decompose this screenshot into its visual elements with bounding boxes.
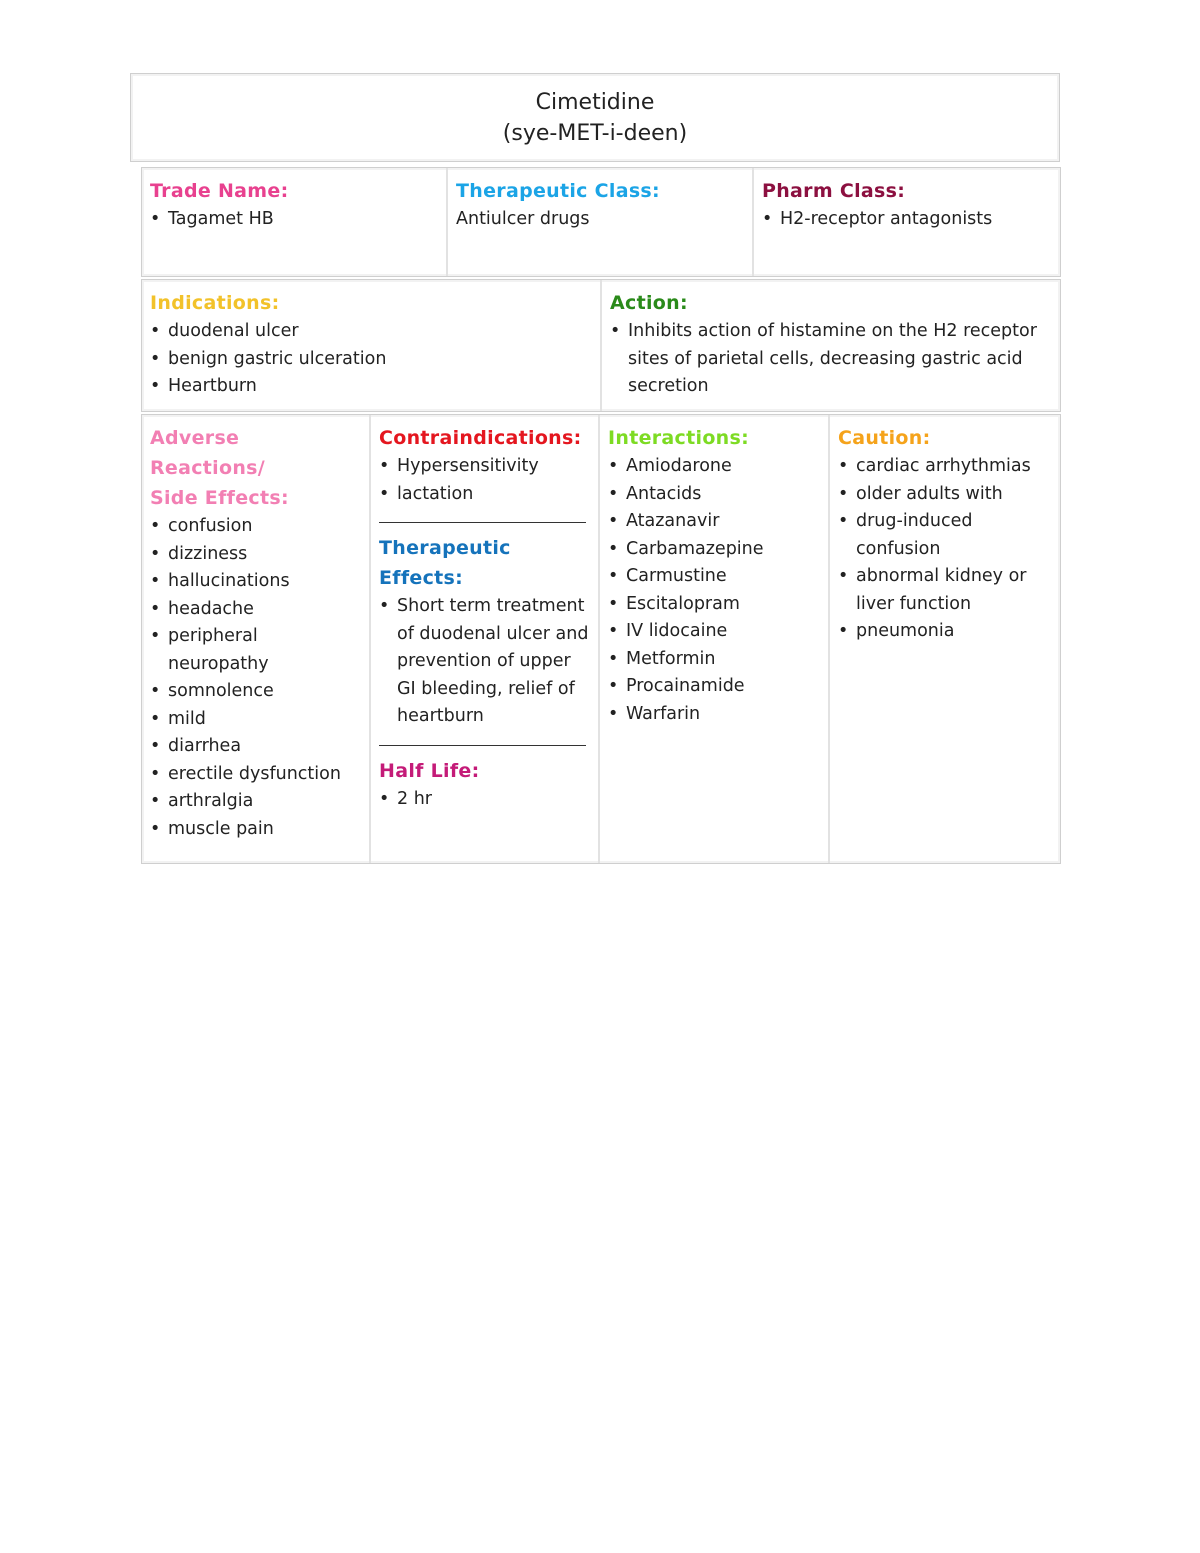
interactions-heading: Interactions: (608, 427, 750, 449)
adverse-list (150, 513, 361, 843)
indications-list (150, 318, 592, 401)
list-item: • cardiac arrhythmias (838, 453, 1052, 481)
therapeutic-effects-list (379, 593, 590, 731)
list-item: • Heartburn (150, 373, 592, 401)
adverse-heading-line1: Adverse Reactions/ (150, 427, 266, 479)
list-item: • hallucinations (150, 568, 361, 596)
interactions-list (608, 453, 820, 728)
list-item: • somnolence (150, 678, 361, 706)
half-life-heading: Half Life: (379, 759, 480, 782)
caution-cell (830, 415, 1060, 863)
list-item: • dizziness (150, 541, 361, 569)
list-item: • duodenal ulcer (150, 318, 592, 346)
indications-heading: Indications: (150, 292, 280, 314)
action-cell (602, 280, 1060, 411)
list-item: • Short term treatment of duodenal ulcer and prevention of upper GI bleeding, relief of heartburn (379, 593, 590, 731)
names-row (141, 167, 1061, 277)
list-item: • benign gastric ulceration (150, 346, 592, 374)
list-item: • Antacids (608, 481, 820, 509)
list-item: • 2 hr (379, 786, 590, 814)
list-item: • Inhibits action of histamine on the H2 receptor sites of parietal cells, decreasing gastric acid secretion (610, 318, 1052, 401)
section-divider (379, 745, 586, 746)
details-row (141, 414, 1061, 864)
drug-name: Cimetidine (535, 90, 655, 115)
adverse-heading-line2: Side Effects: (150, 487, 289, 509)
list-item: • Tagamet HB (150, 206, 438, 234)
contraindications-heading: Contraindications: (379, 427, 582, 449)
action-list (610, 318, 1052, 401)
half-life-list (379, 786, 590, 814)
interactions-cell (600, 415, 830, 863)
list-item: • Atazanavir (608, 508, 820, 536)
caution-list (838, 453, 1052, 646)
pharm-class-cell (754, 168, 1060, 276)
pharm-class-list (762, 206, 1052, 234)
indications-row (141, 279, 1061, 412)
contraindications-cell (371, 415, 600, 863)
list-item: • arthralgia (150, 788, 361, 816)
list-item: • Amiodarone (608, 453, 820, 481)
therapeutic-effects-heading: Therapeutic Effects: (379, 537, 511, 589)
therapeutic-class-cell (448, 168, 754, 276)
list-item: • Procainamide (608, 673, 820, 701)
list-item: • older adults with (838, 481, 1052, 509)
action-heading: Action: (610, 292, 688, 314)
list-item: • peripheral neuropathy (150, 623, 361, 678)
list-item: • Warfarin (608, 701, 820, 729)
list-item: • IV lidocaine (608, 618, 820, 646)
list-item: • Metformin (608, 646, 820, 674)
list-item: • H2-receptor antagonists (762, 206, 1052, 234)
list-item: • lactation (379, 481, 590, 509)
trade-name-list (150, 206, 438, 234)
list-item: • Hypersensitivity (379, 453, 590, 481)
title-box (130, 73, 1060, 162)
adverse-cell (142, 415, 371, 863)
list-item: • Carmustine (608, 563, 820, 591)
trade-name-cell (142, 168, 448, 276)
therapeutic-class-heading: Therapeutic Class: (456, 180, 660, 202)
list-item: • confusion (150, 513, 361, 541)
list-item: • Carbamazepine (608, 536, 820, 564)
list-item: • pneumonia (838, 618, 1052, 646)
list-item: • erectile dysfunction (150, 761, 361, 789)
list-item: • mild (150, 706, 361, 734)
contraindications-list (379, 453, 590, 508)
caution-heading: Caution: (838, 427, 931, 449)
section-divider (379, 522, 586, 523)
indications-cell (142, 280, 602, 411)
pharm-class-heading: Pharm Class: (762, 180, 906, 202)
list-item: • abnormal kidney or liver function (838, 563, 1052, 618)
list-item: • Escitalopram (608, 591, 820, 619)
list-item: • drug-induced confusion (838, 508, 1052, 563)
list-item: • muscle pain (150, 816, 361, 844)
trade-name-heading: Trade Name: (150, 180, 289, 202)
therapeutic-class-value: Antiulcer drugs (456, 209, 590, 229)
list-item: • headache (150, 596, 361, 624)
drug-pronunciation: (sye-MET-i-deen) (502, 121, 688, 146)
list-item: • diarrhea (150, 733, 361, 761)
